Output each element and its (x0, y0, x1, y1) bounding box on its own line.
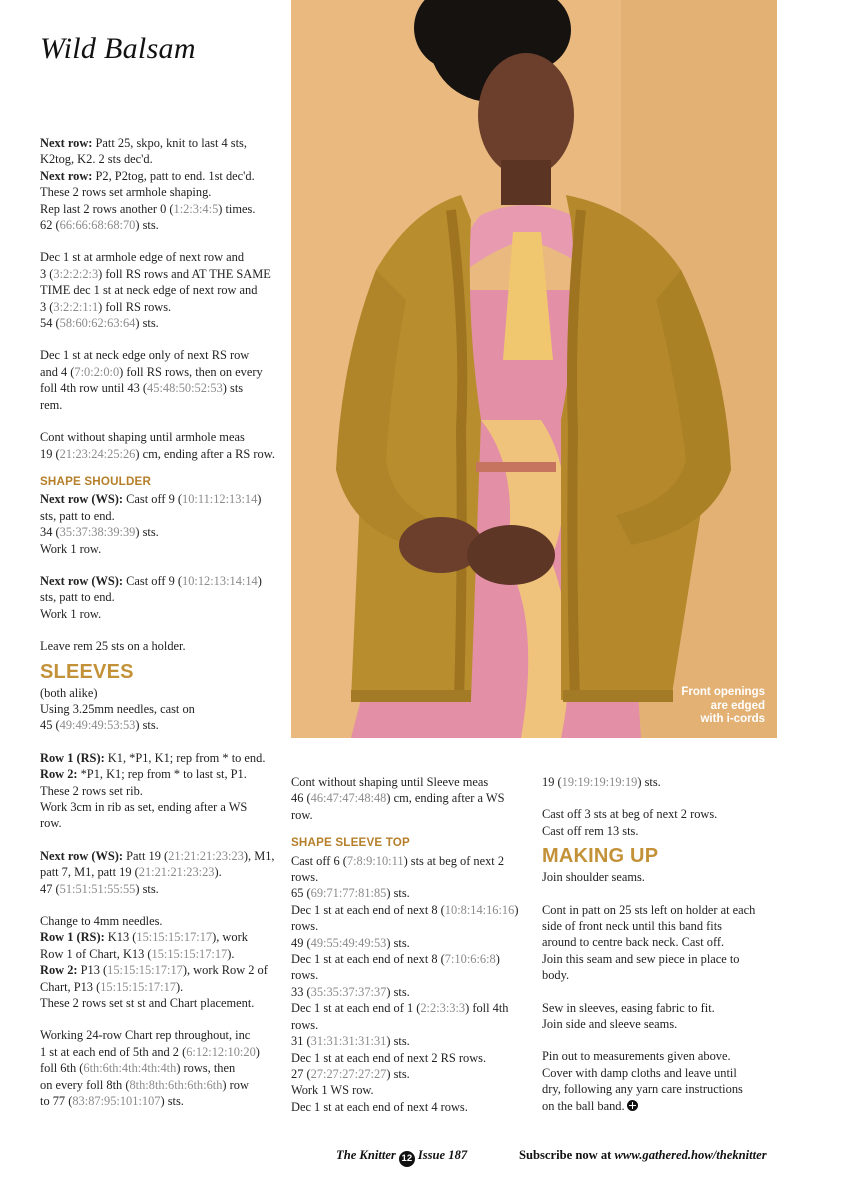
paragraph: Cont without shaping until armhole meas 19 (21:23:24:25:26) cm, ending after a RS row. (40, 430, 275, 461)
section-heading-shape-shoulder: SHAPE SHOULDER (40, 474, 152, 488)
pattern-title: Wild Balsam (40, 32, 196, 65)
paragraph: Row 1 (RS): K1, *P1, K1; rep from * to end. Row 2: *P1, K1; rep from * to last st, P1. These 2 rows set rib. Work 3cm in rib as set, ending after a WS row. (40, 750, 266, 831)
section-heading-sleeves: SLEEVES (40, 660, 134, 683)
paragraph: Next row (WS): Cast off 9 (10:12:13:14:14) sts, patt to end. Work 1 row. (40, 573, 262, 621)
subscribe-link[interactable]: www.gathered.how/theknitter (614, 1148, 767, 1162)
paragraph: Next row: Patt 25, skpo, knit to last 4 sts, K2tog, K2. 2 sts dec'd. Next row: P2, P2tog, patt to end. 1st dec'd. These 2 rows set armhole shaping. Rep last 2 rows another 0 (1:2:3:4:5) times. 62 (66:66:68:68:70) sts. (40, 136, 256, 233)
paragraph: Next row (WS): Cast off 9 (10:11:12:13:14) sts, patt to end. 34 (35:37:38:39:39) sts. Work 1 row. (40, 492, 262, 556)
page-number-badge: 12 (399, 1151, 415, 1167)
end-of-pattern-icon (627, 1100, 638, 1111)
photo-caption: Front openings are edged with i-cords (681, 686, 765, 725)
paragraph: Dec 1 st at neck edge only of next RS row and 4 (7:0:2:0:0) foll RS rows, then on every foll 4th row until 43 (45:48:50:52:53) sts rem. (40, 348, 263, 412)
footer-magazine: The Knitter 12 Issue 187 (336, 1148, 467, 1167)
paragraph: Cast off 3 sts at beg of next 2 rows. Cast off rem 13 sts. (542, 807, 718, 838)
paragraph: Cont without shaping until Sleeve meas 46 (46:47:47:48:48) cm, ending after a WS row. (291, 775, 505, 822)
paragraph: 19 (19:19:19:19:19) sts. (542, 775, 661, 789)
paragraph: Pin out to measurements given above. Cover with damp cloths and leave until dry, following any yarn care instructions on the ball band. (542, 1049, 743, 1113)
instructions-column-3 (542, 774, 782, 1130)
instructions-column-2 (291, 774, 531, 1131)
page-footer (0, 1148, 850, 1168)
paragraph: Cast off 6 (7:8:9:10:11) sts at beg of next 2 rows. 65 (69:71:77:81:85) sts. Dec 1 st at each end of next 8 (10:8:14:16:16) rows. 49 (49:55:49:49:53) sts. Dec 1 st at each end of next 8 (7:10:6:6:8) rows. 33 (35:35:37:37:37) sts. Dec 1 st at each end of 1 (2:2:3:3:3) foll 4th rows. 31 (31:31:31:31:31) sts. Dec 1 st at each end of next 2 RS rows. 27 (27:27:27:27:27) sts. Work 1 WS row. Dec 1 st at each end of next 4 rows. (291, 853, 519, 1114)
paragraph: Working 24-row Chart rep throughout, inc 1 st at each end of 5th and 2 (6:12:12:10:20) foll 6th (6th:6th:4th:4th:4th) rows, then on every foll 8th (8th:8th:6th:6th:6th) row to 77 (83:87:95:101:107) sts. (40, 1028, 260, 1109)
paragraph: Next row (WS): Patt 19 (21:21:21:23:23), M1, patt 7, M1, patt 19 (21:21:21:23:23). 47 (51:51:51:55:55) sts. (40, 848, 275, 896)
paragraph: Sew in sleeves, easing fabric to fit. Join side and sleeve seams. (542, 1000, 715, 1032)
instructions-column-1 (40, 135, 280, 1126)
footer-subscribe: Subscribe now at www.gathered.how/theknitter (519, 1148, 767, 1162)
cardigan-illustration (291, 0, 777, 738)
section-heading-making-up: MAKING UP (542, 845, 659, 868)
paragraph: Change to 4mm needles. Row 1 (RS): K13 (15:15:15:17:17), work Row 1 of Chart, K13 (15:15:15:17:17). Row 2: P13 (15:15:15:17:17), work Row 2 of Chart, P13 (15:15:15:17:17). These 2 rows set st st and Chart placement. (40, 914, 268, 1011)
paragraph: Leave rem 25 sts on a holder. (40, 639, 186, 654)
section-heading-shape-sleeve-top: SHAPE SLEEVE TOP (291, 836, 410, 850)
paragraph: Join shoulder seams. (542, 870, 645, 885)
model-photo (291, 0, 777, 738)
paragraph: Cont in patt on 25 sts left on holder at each side of front neck until this band fits around to centre back neck. Cast off. Join this seam and sew piece in place to body. (542, 902, 756, 983)
paragraph: Dec 1 st at armhole edge of next row and 3 (3:2:2:2:3) foll RS rows and AT THE SAME TIME dec 1 st at neck edge of next row and 3 (3:2:2:1:1) foll RS rows. 54 (58:60:62:63:64) sts. (40, 250, 271, 331)
paragraph: (both alike) Using 3.25mm needles, cast on 45 (49:49:49:53:53) sts. (40, 685, 195, 733)
